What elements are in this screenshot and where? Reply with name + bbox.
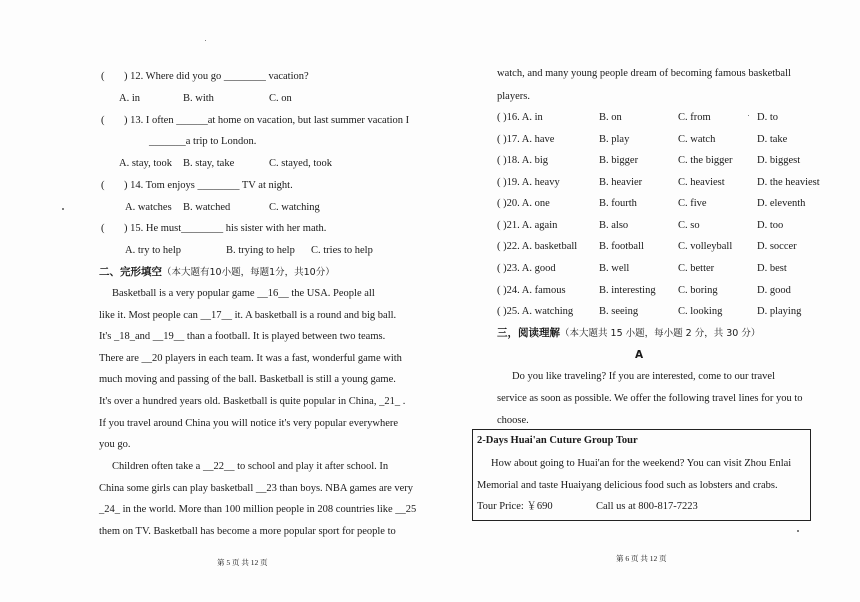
scan-speck	[62, 208, 64, 210]
q12-option-b: B. with	[183, 93, 214, 104]
section-2-title: 二、完形填空	[99, 266, 162, 278]
choice-q20: ( )20. A. one	[497, 198, 550, 209]
choice-q16-b: B. on	[599, 112, 622, 123]
choice-q20-b: B. fourth	[599, 198, 637, 209]
q14-option-c: C. watching	[269, 202, 320, 213]
section-3-heading	[497, 326, 760, 341]
choice-q18-c: C. the bigger	[678, 155, 733, 166]
tour-ad-line: Memorial and taste Huaiyang delicious food such as lobsters and crabs.	[477, 480, 778, 491]
choice-q19-c: C. heaviest	[678, 177, 725, 188]
passage-line: There are __20 players in each team. It was a fast, wonderful game with	[99, 353, 402, 364]
scan-speck	[797, 530, 799, 532]
q15-option-c: C. tries to help	[311, 245, 373, 256]
passage-line: It's _18_and __19__ than a football. It is played between two teams.	[99, 331, 386, 342]
page-number-right: 第 6 页 共 12 页	[616, 554, 667, 563]
part-a-label: A	[635, 349, 644, 361]
choice-q22-c: C. volleyball	[678, 241, 733, 252]
passage-continuation: watch, and many young people dream of becoming famous basketball	[497, 68, 791, 79]
choice-q23: ( )23. A. good	[497, 263, 556, 274]
choice-q19-b: B. heavier	[599, 177, 643, 188]
choice-q16-c: C. from	[678, 112, 711, 123]
q15-paren: (	[101, 223, 105, 234]
q12-option-a: A. in	[119, 93, 140, 104]
choice-q16-d: D. to	[757, 112, 778, 123]
section-3-title: 三，阅读理解	[497, 327, 560, 339]
tour-ad-line: How about going to Huai'an for the weekend? You can visit Zhou Enlai	[491, 458, 792, 469]
choice-q21-c: C. so	[678, 220, 700, 231]
choice-q18-b: B. bigger	[599, 155, 639, 166]
q14-paren: (	[101, 180, 105, 191]
q15-option-b: B. trying to help	[226, 245, 295, 256]
q15-stem: ) 15. He must________ his sister with her math.	[124, 223, 327, 234]
scan-speck	[205, 40, 206, 41]
tour-ad-phone: Call us at 800-817-7223	[596, 501, 698, 512]
choice-q22: ( )22. A. basketball	[497, 241, 578, 252]
choice-q22-d: D. soccer	[757, 241, 797, 252]
choice-q25-d: D. playing	[757, 306, 802, 317]
passage-line: Basketball is a very popular game __16__ the USA. People all	[112, 288, 375, 299]
tour-ad-title: 2-Days Huai'an Cuture Group Tour	[477, 435, 638, 446]
reading-intro: Do you like traveling? If you are interested, come to our travel	[512, 371, 775, 382]
passage-line: them on TV. Basketball has become a more popular sport for people to	[99, 526, 396, 537]
choice-q20-c: C. five	[678, 198, 707, 209]
passage-line: It's over a hundred years old. Basketball is quite popular in China, _21_ .	[99, 396, 406, 407]
q13-option-a: A. stay, took	[119, 158, 172, 169]
q14-option-a: A. watches	[125, 202, 172, 213]
choice-q20-d: D. eleventh	[757, 198, 806, 209]
section-3-note: （本大题共 15 小题，每小题 2 分，共 30 分）	[560, 328, 761, 339]
q12-paren: (	[101, 71, 105, 82]
choice-q21: ( )21. A. again	[497, 220, 558, 231]
choice-q25: ( )25. A. watching	[497, 306, 574, 317]
q14-stem: ) 14. Tom enjoys ________ TV at night.	[124, 180, 293, 191]
choice-q16: ( )16. A. in	[497, 112, 543, 123]
choice-q21-b: B. also	[599, 220, 629, 231]
scan-speck	[748, 115, 749, 116]
tour-ad-price: Tour Price: ￥690	[477, 501, 553, 512]
choice-q19-d: D. the heaviest	[757, 177, 820, 188]
choice-q22-b: B. football	[599, 241, 644, 252]
choice-q17-c: C. watch	[678, 134, 716, 145]
choice-q17-d: D. take	[757, 134, 788, 145]
choice-q21-d: D. too	[757, 220, 784, 231]
q14-option-b: B. watched	[183, 202, 231, 213]
q12-stem: ) 12. Where did you go ________ vacation?	[124, 71, 309, 82]
page-number-left: 第 5 页 共 12 页	[217, 558, 268, 567]
choice-q24-c: C. boring	[678, 285, 718, 296]
choice-q25-b: B. seeing	[599, 306, 639, 317]
passage-line: _24_ in the world. More than 100 million people in 208 countries like __25	[99, 504, 417, 515]
q13-option-c: C. stayed, took	[269, 158, 332, 169]
passage-line: If you travel around China you will notice it's very popular everywhere	[99, 418, 399, 429]
choice-q19: ( )19. A. heavy	[497, 177, 560, 188]
section-2-heading	[99, 265, 335, 280]
passage-line: like it. Most people can __17__ it. A basketball is a round and big ball.	[99, 310, 397, 321]
passage-continuation: players.	[497, 91, 530, 102]
choice-q24-d: D. good	[757, 285, 791, 296]
passage-line: Children often take a __22__ to school and play it after school. In	[112, 461, 389, 472]
choice-q23-b: B. well	[599, 263, 630, 274]
section-2-note: （本大题有10小题，每题1分，共10分）	[162, 267, 335, 278]
choice-q18: ( )18. A. big	[497, 155, 549, 166]
q13-stem-line1: ) 13. I often ______at home on vacation, but last summer vacation I	[124, 115, 410, 126]
choice-q18-d: D. biggest	[757, 155, 801, 166]
choice-q25-c: C. looking	[678, 306, 723, 317]
passage-line: you go.	[99, 439, 131, 450]
reading-intro: choose.	[497, 415, 529, 426]
choice-q23-d: D. best	[757, 263, 787, 274]
choice-q17: ( )17. A. have	[497, 134, 555, 145]
passage-line: China some girls can play basketball __23 than boys. NBA games are very	[99, 483, 414, 494]
q13-option-b: B. stay, take	[183, 158, 235, 169]
reading-intro: service as soon as possible. We offer the following travel lines for you to	[497, 393, 803, 404]
q15-option-a: A. try to help	[125, 245, 181, 256]
passage-line: much moving and passing of the ball. Basketball is still a young game.	[99, 374, 396, 385]
q12-option-c: C. on	[269, 93, 292, 104]
choice-q24: ( )24. A. famous	[497, 285, 566, 296]
choice-q17-b: B. play	[599, 134, 630, 145]
q13-stem-line2: _______a trip to London.	[149, 136, 257, 147]
q13-paren: (	[101, 115, 105, 126]
choice-q23-c: C. better	[678, 263, 715, 274]
choice-q24-b: B. interesting	[599, 285, 656, 296]
